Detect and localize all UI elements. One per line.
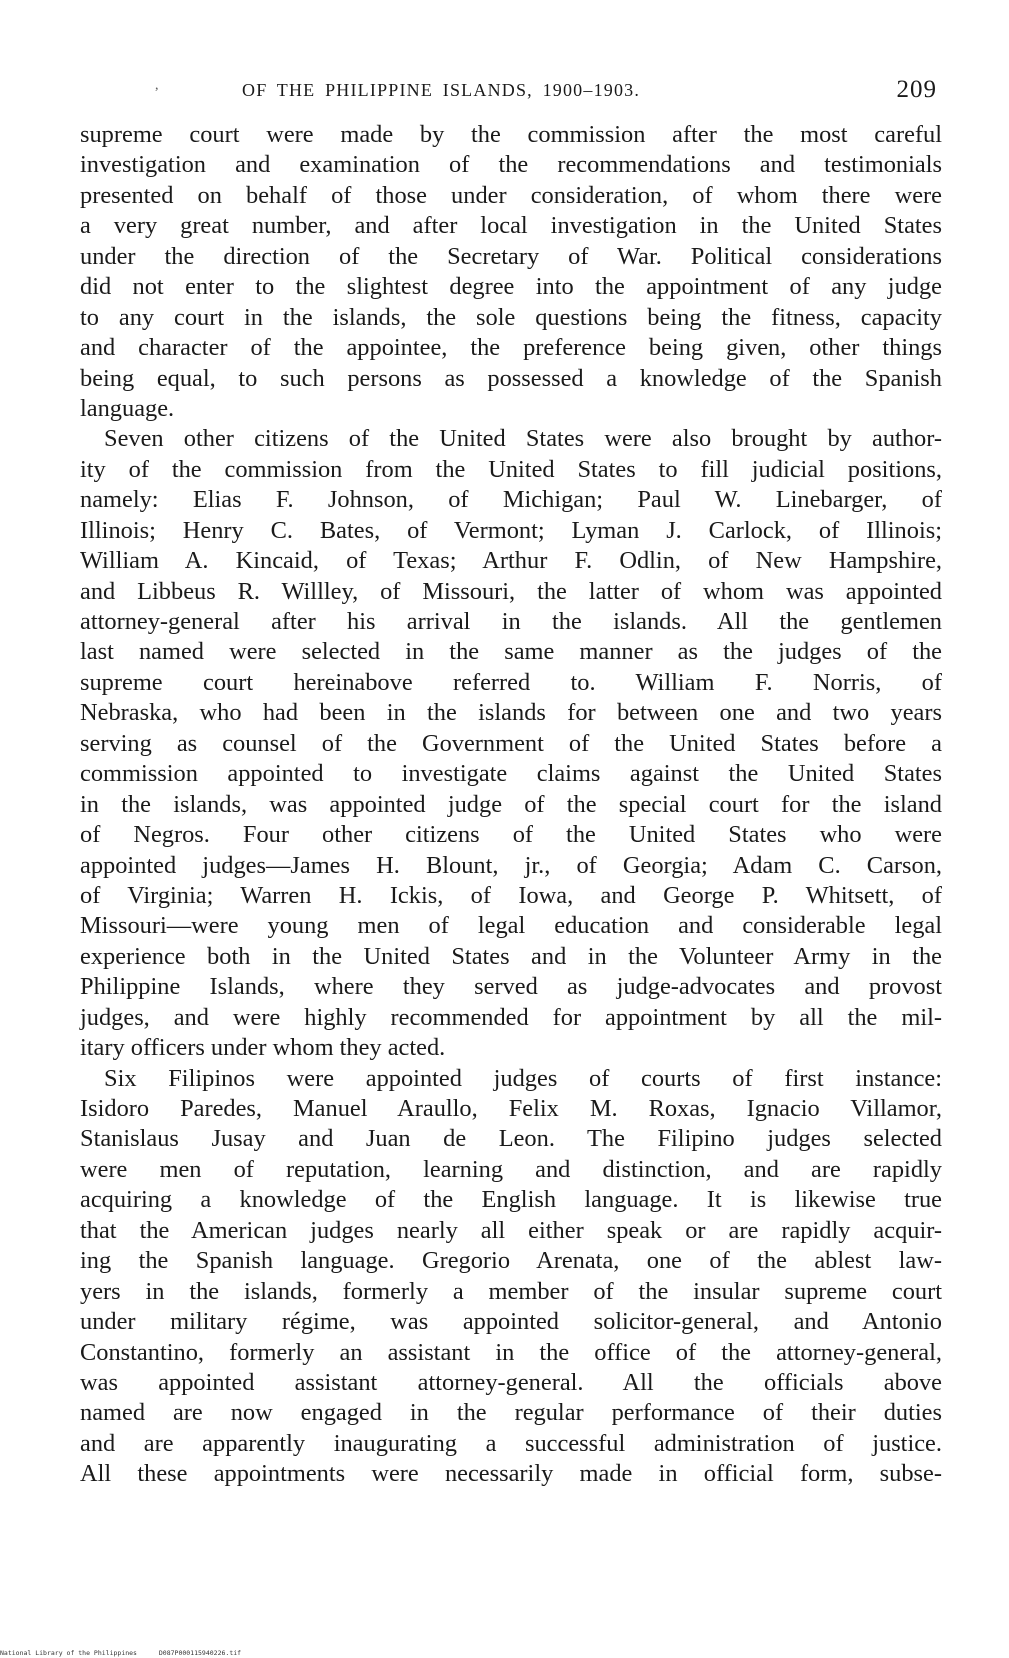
text-line: Stanislaus Jusay and Juan de Leon. The Filipino judges selected: [80, 1125, 942, 1153]
text-line: being equal, to such persons as possessed a knowledge of the Spanish: [80, 364, 942, 392]
text-line: William A. Kincaid, of Texas; Arthur F. Odlin, of New Hampshire,: [80, 547, 942, 575]
text-line: and character of the appointee, the preference being given, other things: [80, 334, 942, 362]
text-line: did not enter to the slightest degree into the appointment of any judge: [80, 273, 942, 301]
scan-file-id: D087P000115940226.tif: [158, 1649, 242, 1657]
text-line: a very great number, and after local investigation in the United States: [80, 212, 942, 240]
running-title: OF THE PHILIPPINE ISLANDS, 1900–1903.: [242, 80, 641, 100]
text-line: supreme court were made by the commission after the most careful: [80, 121, 942, 148]
text-line: namely: Elias F. Johnson, of Michigan; Paul W. Linebarger, of: [80, 486, 942, 514]
text-line: presented on behalf of those under consideration, of whom there were: [80, 181, 942, 209]
page-number: 209: [896, 76, 937, 103]
text-line: and are apparently inaugurating a successful administration of justice.: [80, 1429, 942, 1457]
text-line: under military régime, was appointed solicitor-general, and Antonio: [80, 1308, 942, 1336]
text-line: Seven other citizens of the United States were also brought by author-: [104, 425, 942, 453]
text-line: and Libbeus R. Willley, of Missouri, the latter of whom was appointed: [80, 577, 942, 605]
text-line: Six Filipinos were appointed judges of courts of first instance:: [104, 1064, 942, 1092]
text-line: ity of the commission from the United States to fill judicial positions,: [80, 455, 942, 483]
text-line: Missouri—were young men of legal education and considerable legal: [80, 912, 942, 940]
text-line: attorney-general after his arrival in the islands. All the gentlemen: [80, 608, 942, 635]
text-line: Illinois; Henry C. Bates, of Vermont; Lyman J. Carlock, of Illinois;: [80, 516, 942, 544]
library-credit: National Library of the Philippines: [0, 1649, 137, 1657]
text-line: ing the Spanish language. Gregorio Arenata, one of the ablest law-: [80, 1247, 942, 1275]
text-line: Philippine Islands, where they served as judge-advocates and provost: [80, 973, 942, 1001]
text-line: All these appointments were necessarily made in official form, subse-: [80, 1460, 942, 1488]
text-line: of Virginia; Warren H. Ickis, of Iowa, and George P. Whitsett, of: [80, 881, 942, 909]
scan-footer: [0, 1649, 1009, 1657]
header-mark: ,: [155, 78, 159, 93]
text-line: commission appointed to investigate claims against the United States: [80, 760, 942, 788]
text-line: itary officers under whom they acted.: [80, 1034, 446, 1062]
text-line: Constantino, formerly an assistant in the office of the attorney-general,: [80, 1338, 942, 1366]
text-line: judges, and were highly recommended for appointment by all the mil-: [80, 1003, 942, 1031]
text-line: Nebraska, who had been in the islands for between one and two years: [80, 699, 942, 727]
text-line: yers in the islands, formerly a member of the insular supreme court: [80, 1277, 942, 1305]
text-line: investigation and examination of the recommendations and testimonials: [80, 151, 942, 179]
running-header: [155, 74, 945, 106]
text-line: under the direction of the Secretary of War. Political considerations: [80, 242, 942, 270]
text-line: experience both in the United States and in the Volunteer Army in the: [80, 942, 942, 970]
text-line: last named were selected in the same manner as the judges of the: [80, 638, 942, 666]
text-line: acquiring a knowledge of the English language. It is likewise true: [80, 1186, 942, 1214]
text-line: serving as counsel of the Government of the United States before a: [80, 729, 942, 757]
text-line: were men of reputation, learning and distinction, and are rapidly: [80, 1155, 942, 1183]
text-line: to any court in the islands, the sole questions being the fitness, capacity: [80, 303, 942, 331]
text-line: named are now engaged in the regular performance of their duties: [80, 1399, 942, 1427]
text-line: appointed judges—James H. Blount, jr., of Georgia; Adam C. Carson,: [80, 851, 942, 879]
body-text: [80, 120, 942, 1490]
text-line: supreme court hereinabove referred to. William F. Norris, of: [80, 668, 942, 696]
text-line: language.: [80, 394, 175, 422]
text-line: was appointed assistant attorney-general. All the officials above: [80, 1368, 942, 1396]
text-line: Isidoro Paredes, Manuel Araullo, Felix M. Roxas, Ignacio Villamor,: [80, 1095, 942, 1122]
text-line: in the islands, was appointed judge of the special court for the island: [80, 790, 942, 818]
text-line: that the American judges nearly all either speak or are rapidly acquir-: [80, 1216, 942, 1244]
text-line: of Negros. Four other citizens of the United States who were: [80, 821, 942, 849]
